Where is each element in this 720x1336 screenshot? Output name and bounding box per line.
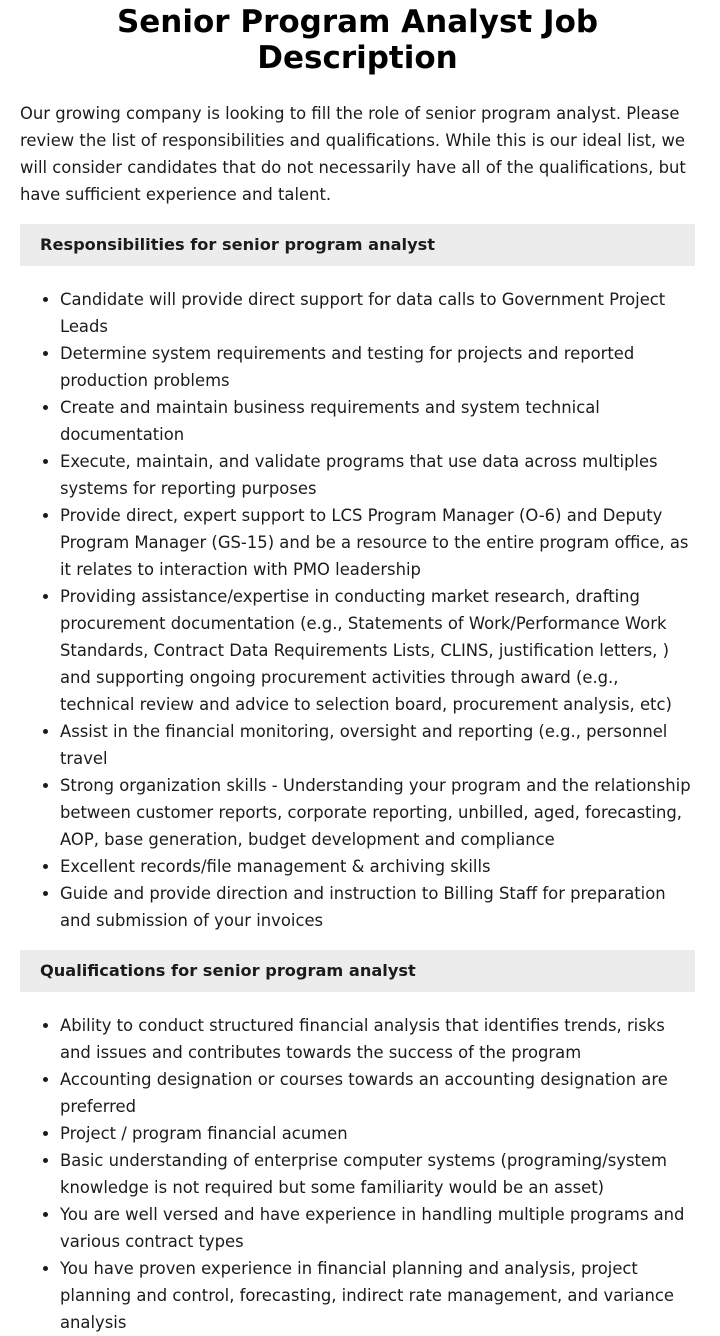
list-item: • Strong organization skills - Understanding your program and the relationship between customer reports, corporate reporting, unbilled, aged, forecasting, AOP, base generation, budget development and compliance [60,772,695,853]
list-item: • Accounting designation or courses towards an accounting designation are preferred [60,1066,695,1120]
list-item: • Guide and provide direction and instruction to Billing Staff for preparation and submission of your invoices [60,880,695,934]
list-item: • Candidate will provide direct support for data calls to Government Project Leads [60,286,695,340]
qualifications-list [20,1012,695,1336]
responsibilities-list [20,286,695,934]
list-item: • Basic understanding of enterprise computer systems (programing/system knowledge is not required but some familiarity would be an asset) [60,1147,695,1201]
list-item: • Execute, maintain, and validate programs that use data across multiples systems for reporting purposes [60,448,695,502]
list-item: • Providing assistance/expertise in conducting market research, drafting procurement documentation (e.g., Statements of Work/Performance Work Standards, Contract Data Requirements Lists, CLINS, justification letters, ) and supporting ongoing procurement activities through award (e.g., technical review and advice to selection board, procurement analysis, etc) [60,583,695,718]
list-item: • Excellent records/file management & archiving skills [60,853,695,880]
list-item: • Project / program financial acumen [60,1120,695,1147]
list-item: • Provide direct, expert support to LCS Program Manager (O-6) and Deputy Program Manager (GS-15) and be a resource to the entire program office, as it relates to interaction with PMO leadership [60,502,695,583]
job-description-page [20,0,695,1336]
qualifications-heading: Qualifications for senior program analyst [20,950,695,992]
list-item: • Assist in the financial monitoring, oversight and reporting (e.g., personnel travel [60,718,695,772]
list-item: • You have proven experience in financial planning and analysis, project planning and control, forecasting, indirect rate management, and variance analysis [60,1255,695,1336]
list-item: • Create and maintain business requirements and system technical documentation [60,394,695,448]
list-item: • Determine system requirements and testing for projects and reported production problems [60,340,695,394]
list-item: • You are well versed and have experience in handling multiple programs and various contract types [60,1201,695,1255]
list-item: • Ability to conduct structured financial analysis that identifies trends, risks and issues and contributes towards the success of the program [60,1012,695,1066]
responsibilities-heading: Responsibilities for senior program analyst [20,224,695,266]
page-title: Senior Program Analyst Job Description [116,4,599,76]
intro-paragraph: Our growing company is looking to fill the role of senior program analyst. Please review the list of responsibilities and qualifications. While this is our ideal list, we will consider candidates that do not necessarily have all of the qualifications, but have sufficient experience and talent. [20,104,686,204]
